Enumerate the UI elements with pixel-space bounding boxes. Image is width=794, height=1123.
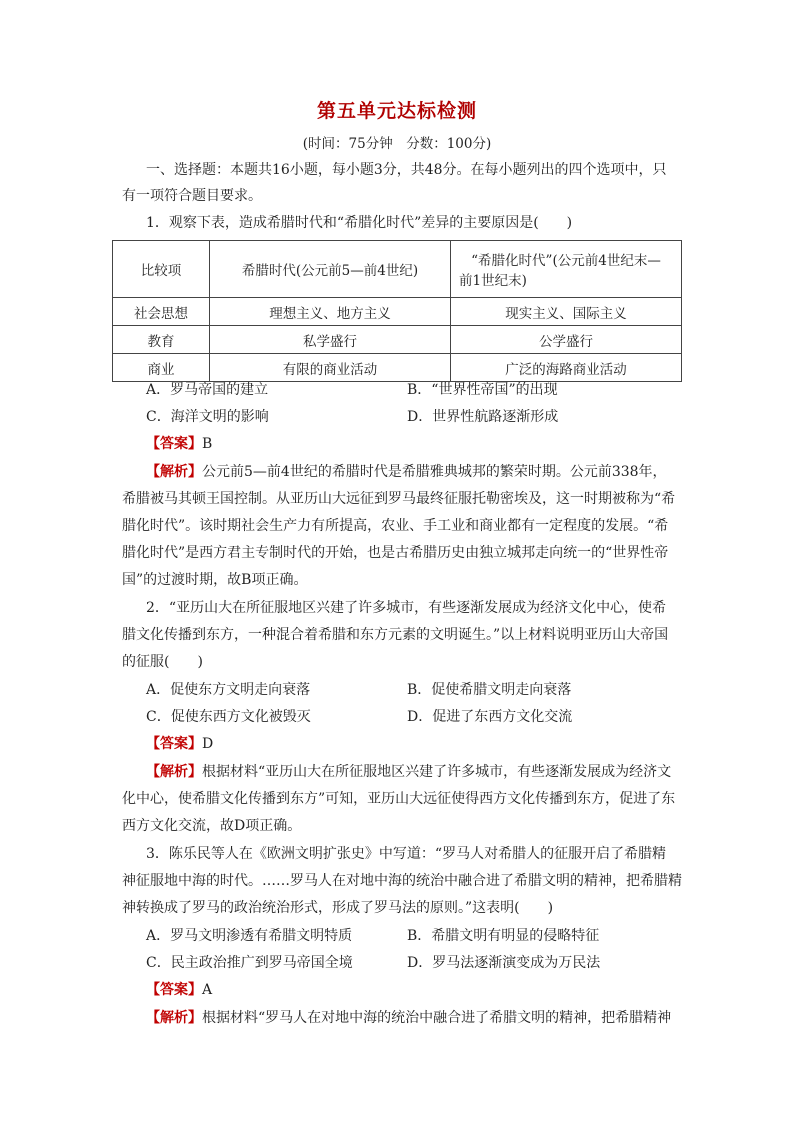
analysis-text: 国”的过渡时期，故B项正确。 xyxy=(122,572,308,588)
answer-tag: 【答案】 xyxy=(146,982,202,998)
analysis-text: 化中心，使希腊文化传播到东方”可知，亚历山大远征使得西方文化传播到东方，促进了东 xyxy=(122,791,676,807)
answer-value: B xyxy=(202,436,213,452)
analysis-line xyxy=(146,462,706,482)
answer-tag: 【答案】 xyxy=(146,736,202,752)
question-3-stem: 3．陈乐民等人在《欧洲文明扩张史》中写道：“罗马人对希腊人的征服开启了希腊精 xyxy=(146,846,667,862)
table-header-cell: 希腊时代(公元前5—前4世纪) xyxy=(210,241,451,298)
section-instruction: 一、选择题：本题共16小题，每小题3分，共48分。在每小题列出的四个选项中，只 xyxy=(146,162,667,178)
answer-line xyxy=(146,980,706,1000)
analysis-text: 公元前5—前4世纪的希腊时代是希腊雅典城邦的繁荣时期。公元前338年， xyxy=(202,464,667,480)
table-cell: 有限的商业活动 xyxy=(210,354,451,382)
analysis-tag: 【解析】 xyxy=(146,1010,202,1026)
analysis-tag: 【解析】 xyxy=(146,764,202,780)
table-cell: 现实主义、国际主义 xyxy=(451,298,682,326)
table-row xyxy=(113,326,682,354)
table-cell: 商业 xyxy=(113,354,210,382)
analysis-text: 希腊被马其顿王国控制。从亚历山大远征到罗马最终征服托勒密埃及，这一时期被称为“希 xyxy=(122,491,676,507)
table-cell: 私学盛行 xyxy=(210,326,451,354)
option-d: D．促进了东西方文化交流 xyxy=(407,709,573,725)
question-2-stem: 的征服( ) xyxy=(122,654,203,670)
question-2-stem: 腊文化传播到东方，一种混合着希腊和东方元素的文明诞生。”以上材料说明亚历山大帝国 xyxy=(122,627,669,643)
analysis-text: 根据材料“罗马人在对地中海的统治中融合进了希腊文明的精神，把希腊精神 xyxy=(202,1010,672,1026)
option-a: A．促使东方文明走向衰落 xyxy=(146,682,311,698)
option-b: B．希腊文明有明显的侵略特征 xyxy=(407,928,600,944)
table-cell: 教育 xyxy=(113,326,210,354)
table-cell: 广泛的海路商业活动 xyxy=(451,354,682,382)
table-header-text: 前1世纪末) xyxy=(459,273,527,289)
analysis-line xyxy=(146,1008,706,1028)
analysis-text: 腊化时代”是西方君主专制时代的开始，也是古希腊历史由独立城邦走向统一的“世界性帝 xyxy=(122,545,669,561)
option-c: C．民主政治推广到罗马帝国全境 xyxy=(146,955,353,971)
table-cell: 社会思想 xyxy=(113,298,210,326)
table-header-text: “希腊化时代”(公元前4世纪末— xyxy=(471,253,661,269)
option-d: D．世界性航路逐渐形成 xyxy=(407,409,559,425)
answer-value: A xyxy=(202,982,213,998)
answer-value: D xyxy=(202,736,214,752)
comparison-table xyxy=(112,240,682,382)
option-b: B．促使希腊文明走向衰落 xyxy=(407,682,572,698)
answer-line xyxy=(146,434,706,454)
table-header-cell xyxy=(451,241,682,298)
question-1-stem: 1．观察下表，造成希腊时代和“希腊化时代”差异的主要原因是( ) xyxy=(146,215,573,231)
table-header-row xyxy=(113,241,682,298)
option-d: D．罗马法逐渐演变成为万民法 xyxy=(407,955,601,971)
analysis-text: 根据材料“亚历山大在所征服地区兴建了许多城市，有些逐渐发展成为经济文 xyxy=(202,764,672,780)
analysis-text: 腊化时代”。该时期社会生产力有所提高，农业、手工业和商业都有一定程度的发展。“希 xyxy=(122,518,669,534)
option-b: B．“世界性帝国”的出现 xyxy=(407,382,558,398)
table-cell: 公学盛行 xyxy=(451,326,682,354)
option-a: A．罗马文明渗透有希腊文明特质 xyxy=(146,928,353,944)
analysis-line xyxy=(146,762,706,782)
question-3-stem: 神转换成了罗马的政治统治形式，形成了罗马法的原则。”这表明( ) xyxy=(122,900,554,916)
answer-tag: 【答案】 xyxy=(146,436,202,452)
exam-info: (时间：75分钟 分数：100分) xyxy=(302,136,492,152)
analysis-tag: 【解析】 xyxy=(146,464,202,480)
table-cell: 理想主义、地方主义 xyxy=(210,298,451,326)
page-title: 第五单元达标检测 xyxy=(316,100,477,122)
option-a: A．罗马帝国的建立 xyxy=(146,382,269,398)
table-row xyxy=(113,298,682,326)
question-2-stem: 2．“亚历山大在所征服地区兴建了许多城市，有些逐渐发展成为经济文化中心，使希 xyxy=(146,600,667,616)
analysis-text: 西方文化交流，故D项正确。 xyxy=(122,818,302,834)
option-c: C．促使东西方文化被毁灭 xyxy=(146,709,311,725)
question-3-stem: 神征服地中海的时代。……罗马人在对地中海的统治中融合进了希腊文明的精神，把希腊精 xyxy=(122,873,682,889)
answer-line xyxy=(146,734,706,754)
option-c: C．海洋文明的影响 xyxy=(146,409,269,425)
section-instruction-cont: 有一项符合题目要求。 xyxy=(122,188,262,204)
table-row xyxy=(113,354,682,382)
table-header-cell: 比较项 xyxy=(113,241,210,298)
